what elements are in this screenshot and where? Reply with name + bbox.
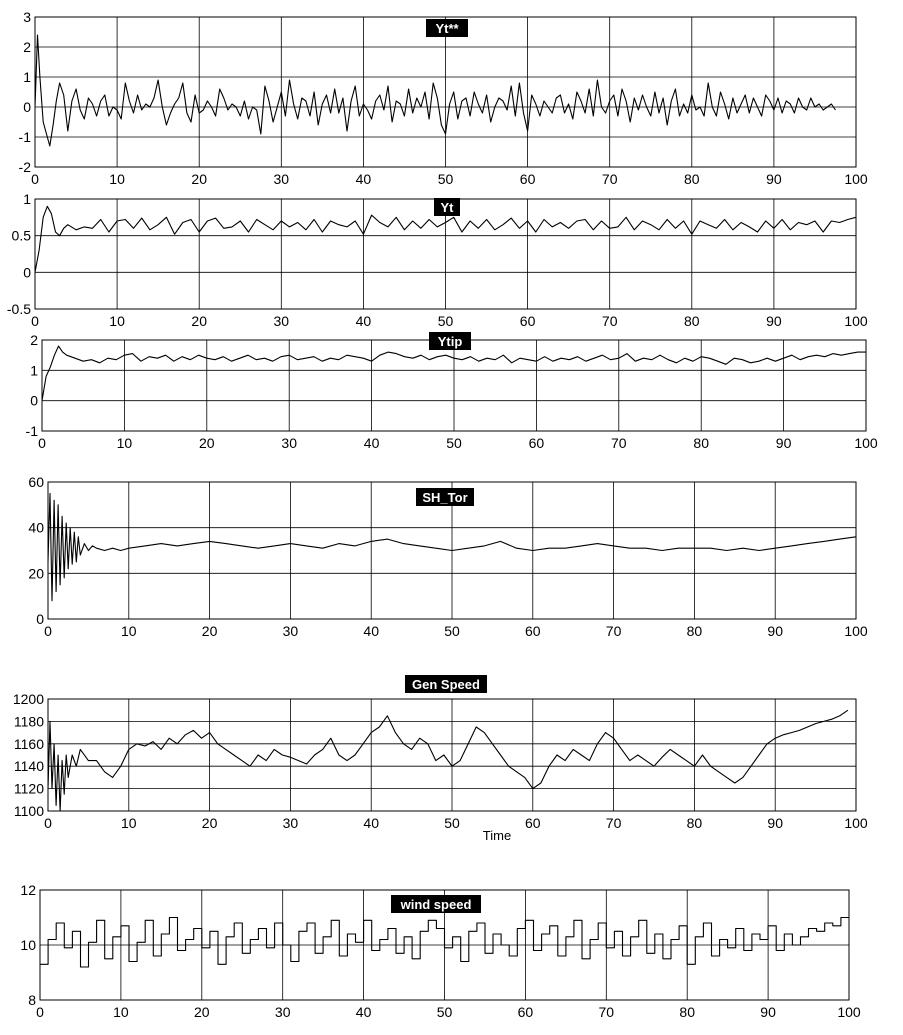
- x-tick-label: 0: [36, 1004, 44, 1020]
- x-tick-label: 90: [775, 435, 792, 451]
- x-tick-label: 60: [517, 1004, 534, 1020]
- chart-panel-5: [20, 882, 860, 1020]
- chart-panel-2: [26, 332, 878, 451]
- x-tick-label: 30: [282, 623, 299, 639]
- y-tick-label: 60: [28, 474, 44, 490]
- x-tick-label: 60: [525, 815, 541, 831]
- x-tick-label: 100: [844, 815, 868, 831]
- x-tick-label: 60: [519, 171, 536, 187]
- y-tick-label: 1180: [13, 713, 44, 730]
- x-tick-label: 20: [201, 815, 218, 831]
- x-tick-label: 90: [766, 313, 782, 329]
- x-tick-label: 80: [684, 313, 700, 329]
- chart-panel-4: [13, 675, 868, 843]
- y-tick-label: 2: [30, 332, 38, 348]
- x-tick-label: 20: [194, 1004, 210, 1020]
- y-tick-label: 1: [23, 191, 31, 207]
- x-tick-label: 50: [446, 435, 462, 451]
- x-tick-label: 70: [601, 171, 618, 187]
- x-tick-label: 0: [44, 623, 52, 639]
- y-tick-label: 3: [23, 9, 31, 25]
- x-tick-label: 100: [844, 171, 868, 187]
- x-tick-label: 60: [525, 623, 541, 639]
- y-tick-label: -1: [18, 129, 31, 145]
- x-tick-label: 40: [355, 313, 372, 329]
- y-tick-label: 0.5: [11, 227, 31, 244]
- x-tick-label: 90: [760, 1004, 776, 1020]
- x-tick-label: 40: [363, 815, 379, 831]
- x-tick-label: 40: [355, 1004, 372, 1020]
- x-tick-label: 10: [116, 435, 133, 451]
- x-tick-label: 20: [191, 313, 207, 329]
- x-tick-label: 60: [528, 435, 545, 451]
- x-tick-label: 80: [679, 1004, 695, 1020]
- y-tick-label: 1160: [13, 735, 44, 752]
- chart-title: wind speed: [400, 897, 472, 912]
- x-tick-label: 20: [199, 435, 215, 451]
- x-tick-label: 10: [109, 313, 125, 329]
- x-tick-label: 90: [766, 171, 782, 187]
- x-tick-label: 70: [605, 815, 622, 831]
- chart-title: Yt**: [435, 21, 459, 36]
- y-tick-label: 1200: [12, 691, 44, 707]
- chart-title: Ytip: [437, 334, 463, 349]
- x-tick-label: 10: [113, 1004, 129, 1020]
- y-tick-label: 0: [23, 99, 31, 115]
- y-tick-label: 8: [28, 992, 36, 1008]
- x-tick-label: 100: [844, 313, 868, 329]
- y-tick-label: 0: [30, 392, 38, 409]
- x-tick-label: 80: [684, 171, 700, 187]
- y-tick-label: 1120: [13, 780, 44, 797]
- x-tick-label: 30: [282, 815, 299, 831]
- chart-panel-0: [19, 9, 868, 187]
- x-axis-label: Time: [482, 828, 512, 843]
- x-tick-label: 0: [38, 435, 46, 451]
- x-tick-label: 20: [201, 623, 218, 639]
- y-tick-label: 20: [28, 565, 44, 582]
- x-tick-label: 50: [437, 171, 454, 187]
- x-tick-label: 100: [837, 1004, 861, 1020]
- chart-panel-1: [7, 191, 868, 329]
- x-tick-label: 30: [281, 435, 297, 451]
- x-tick-label: 30: [274, 1004, 291, 1020]
- x-tick-label: 50: [437, 313, 454, 329]
- y-tick-label: 40: [28, 519, 44, 536]
- x-tick-label: 10: [121, 815, 137, 831]
- x-tick-label: 50: [444, 623, 460, 639]
- x-tick-label: 80: [686, 815, 703, 831]
- y-tick-label: 1: [30, 362, 38, 379]
- x-tick-label: 20: [191, 171, 207, 187]
- x-tick-label: 50: [436, 1004, 453, 1020]
- x-tick-label: 70: [601, 313, 618, 329]
- x-tick-label: 100: [854, 435, 878, 451]
- x-tick-label: 40: [355, 171, 372, 187]
- y-tick-label: -2: [18, 159, 31, 175]
- x-tick-label: 60: [519, 313, 536, 329]
- y-tick-label: 10: [20, 937, 36, 953]
- y-tick-label: -1: [25, 423, 38, 439]
- chart-title: SH_Tor: [422, 490, 468, 505]
- x-tick-label: 70: [598, 1004, 615, 1020]
- x-tick-label: 90: [767, 815, 783, 831]
- x-tick-label: 10: [121, 623, 137, 639]
- x-tick-label: 70: [611, 435, 627, 451]
- y-tick-label: -0.5: [6, 301, 31, 317]
- x-tick-label: 0: [31, 171, 39, 187]
- x-tick-label: 30: [273, 313, 290, 329]
- chart-title: Yt: [440, 200, 454, 215]
- x-tick-label: 40: [363, 623, 379, 639]
- chart-title: Gen Speed: [412, 677, 480, 692]
- x-tick-label: 100: [844, 623, 868, 639]
- x-tick-label: 50: [444, 815, 460, 831]
- x-tick-label: 10: [109, 171, 125, 187]
- x-tick-label: 0: [31, 313, 39, 329]
- y-tick-label: 1100: [13, 803, 44, 819]
- y-tick-label: 0: [36, 611, 44, 627]
- x-tick-label: 80: [686, 623, 703, 639]
- y-tick-label: 1: [23, 69, 31, 85]
- x-tick-label: 70: [605, 623, 622, 639]
- x-tick-label: 90: [767, 623, 783, 639]
- x-tick-label: 40: [363, 435, 380, 451]
- x-tick-label: 30: [273, 171, 290, 187]
- chart-panel-3: [28, 474, 867, 639]
- y-tick-label: 1140: [13, 758, 44, 775]
- x-tick-label: 0: [44, 815, 52, 831]
- y-tick-label: 12: [20, 882, 36, 898]
- y-tick-label: 2: [23, 39, 31, 55]
- x-tick-label: 80: [693, 435, 709, 451]
- y-tick-label: 0: [23, 264, 31, 281]
